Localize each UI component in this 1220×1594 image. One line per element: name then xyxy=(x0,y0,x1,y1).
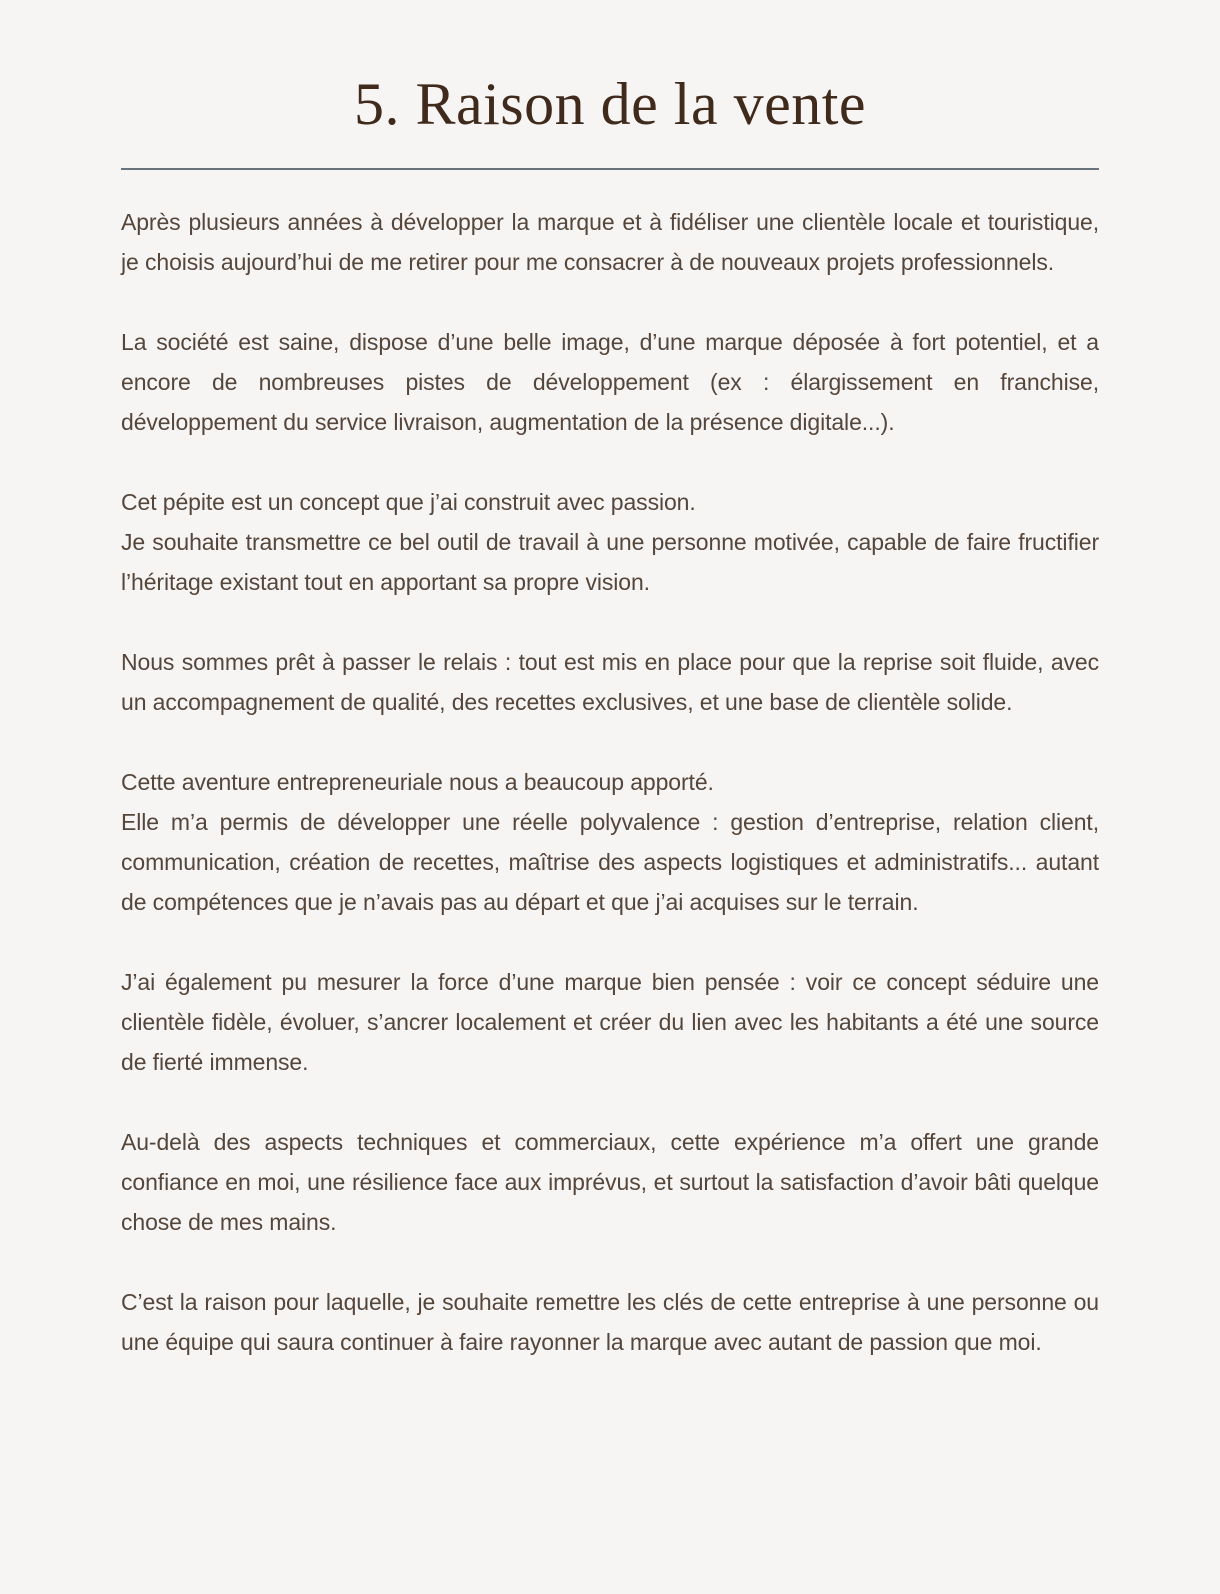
paragraph: Après plusieurs années à développer la marque et à fidéliser une clientèle locale et touristique, je choisis aujourd’hui de me retirer pour me consacrer à de nouveaux projets professionnels. xyxy=(121,209,1099,275)
paragraph: J’ai également pu mesurer la force d’une marque bien pensée : voir ce concept séduire une clientèle fidèle, évoluer, s’ancrer localement et créer du lien avec les habitants a été une source de fierté immense. xyxy=(121,969,1099,1075)
paragraph: C’est la raison pour laquelle, je souhaite remettre les clés de cette entreprise à une personne ou une équipe qui saura continuer à faire rayonner la marque avec autant de passion que moi. xyxy=(121,1289,1099,1355)
paragraph: Cette aventure entrepreneuriale nous a beaucoup apporté. Elle m’a permis de développer une réelle polyvalence : gestion d’entreprise, relation client, communication, création de recettes, maîtrise des aspects logistiques et administratifs... autant de compétences que je n’avais pas au départ et que j’ai acquises sur le terrain. xyxy=(121,769,1099,915)
paragraph: Au-delà des aspects techniques et commerciaux, cette expérience m’a offert une grande confiance en moi, une résilience face aux imprévus, et surtout la satisfaction d’avoir bâti quelque chose de mes mains. xyxy=(121,1129,1099,1235)
document-body xyxy=(121,202,1099,1362)
paragraph: La société est saine, dispose d’une belle image, d’une marque déposée à fort potentiel, et a encore de nombreuses pistes de développement (ex : élargissement en franchise, développement du service livraison, augmentation de la présence digitale...). xyxy=(121,329,1099,435)
paragraph: Nous sommes prêt à passer le relais : tout est mis en place pour que la reprise soit fluide, avec un accompagnement de qualité, des recettes exclusives, et une base de clientèle solide. xyxy=(121,649,1099,715)
title-divider xyxy=(121,168,1099,170)
page-title: 5. Raison de la vente xyxy=(353,71,867,137)
paragraph: Cet pépite est un concept que j’ai construit avec passion. Je souhaite transmettre ce bel outil de travail à une personne motivée, capable de faire fructifier l’héritage existant tout en apportant sa propre vision. xyxy=(121,489,1099,595)
